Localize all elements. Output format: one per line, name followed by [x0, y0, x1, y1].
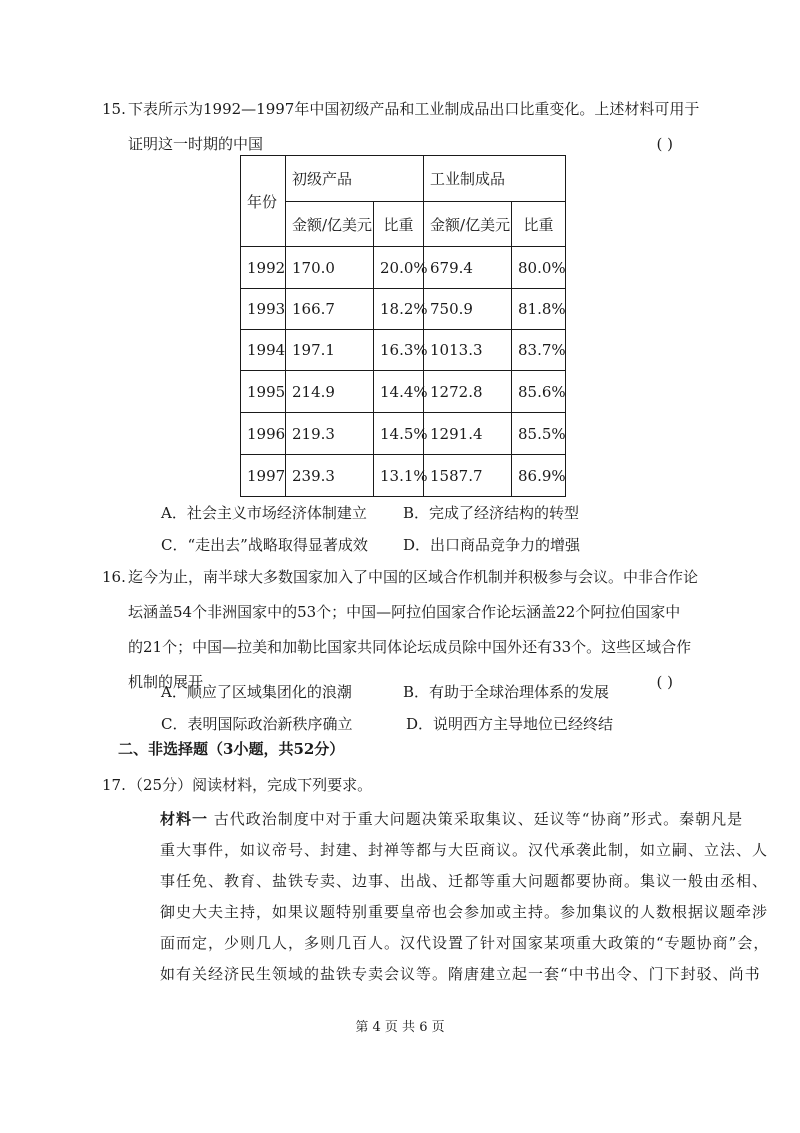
question-stem-line: 坛涵盖54个非洲国家中的53个；中国—阿拉伯国家合作论坛涵盖22个阿拉伯国家中	[128, 603, 681, 621]
cell-industrial-amount: 1272.8	[424, 371, 512, 413]
question-number: 16.	[102, 568, 126, 586]
question-15-options	[161, 497, 581, 561]
cell-industrial-amount: 750.9	[424, 289, 512, 330]
table-header-industrial: 工业制成品	[424, 156, 566, 202]
cell-primary-amount: 170.0	[286, 247, 374, 289]
table-header-amount: 金额/亿美元	[286, 202, 374, 247]
export-table	[240, 155, 566, 497]
cell-industrial-ratio: 85.5%	[512, 413, 566, 455]
question-number: 17.	[102, 776, 126, 794]
table-header-year: 年份	[241, 156, 286, 247]
cell-primary-ratio: 16.3%	[374, 330, 424, 371]
question-stem-text: 机制的展开	[128, 673, 204, 691]
page-footer: 第 4 页 共 6 页	[355, 1020, 445, 1035]
material-text: 重大事件，如议帝号、封建、封禅等都与大臣商议。汉代承袭此制，如立嗣、立法、人	[160, 841, 769, 859]
material-text: 御史大夫主持，如果议题特别重要皇帝也会参加或主持。参加集议的人数根据议题牵涉	[160, 903, 769, 921]
option-c[interactable]: C．表明国际政治新秩序确立	[161, 715, 353, 733]
material-text: 古代政治制度中对于重大问题决策采取集议、廷议等“协商”形式。秦朝凡是	[213, 810, 744, 828]
cell-year: 1994	[241, 330, 286, 371]
material-label: 材料一	[160, 810, 209, 828]
cell-year: 1992	[241, 247, 286, 289]
table-header-ratio: 比重	[374, 202, 424, 247]
cell-industrial-ratio: 80.0%	[512, 247, 566, 289]
cell-primary-ratio: 13.1%	[374, 455, 424, 497]
material-one	[160, 804, 770, 990]
cell-primary-ratio: 20.0%	[374, 247, 424, 289]
option-a[interactable]: A．社会主义市场经济体制建立	[161, 504, 367, 522]
table-row	[241, 371, 566, 413]
cell-industrial-amount: 1587.7	[424, 455, 512, 497]
option-c[interactable]: C．“走出去”战略取得显著成效	[161, 536, 368, 554]
option-b[interactable]: B．完成了经济结构的转型	[403, 504, 580, 522]
cell-primary-ratio: 14.4%	[374, 371, 424, 413]
cell-industrial-ratio: 86.9%	[512, 455, 566, 497]
table-header-primary: 初级产品	[286, 156, 424, 202]
question-stem-text: 证明这一时期的中国	[128, 135, 264, 153]
cell-primary-ratio: 14.5%	[374, 413, 424, 455]
table-row	[241, 289, 566, 330]
cell-industrial-ratio: 81.8%	[512, 289, 566, 330]
option-a[interactable]: A．顺应了区域集团化的浪潮	[161, 683, 352, 701]
question-17	[102, 768, 673, 803]
cell-industrial-amount: 679.4	[424, 247, 512, 289]
section-heading: 二、非选择题（3小题，共52分）	[118, 740, 345, 758]
cell-primary-amount: 197.1	[286, 330, 374, 371]
cell-industrial-amount: 1291.4	[424, 413, 512, 455]
table-row	[241, 413, 566, 455]
question-stem-line: 下表所示为1992—1997年中国初级产品和工业制成品出口比重变化。上述材料可用于	[128, 100, 700, 118]
answer-blank: ( )	[656, 673, 673, 691]
cell-year: 1997	[241, 455, 286, 497]
option-d[interactable]: D．出口商品竞争力的增强	[403, 536, 581, 554]
question-number: 15.	[102, 100, 126, 118]
option-b[interactable]: B．有助于全球治理体系的发展	[403, 683, 610, 701]
table-header-amount: 金额/亿美元	[424, 202, 512, 247]
option-d[interactable]: D．说明西方主导地位已经终结	[406, 715, 614, 733]
question-16-options	[161, 676, 614, 740]
question-stem-line: （25分）阅读材料，完成下列要求。	[128, 776, 373, 794]
cell-primary-amount: 239.3	[286, 455, 374, 497]
cell-year: 1995	[241, 371, 286, 413]
cell-year: 1993	[241, 289, 286, 330]
table-row	[241, 455, 566, 497]
cell-industrial-ratio: 85.6%	[512, 371, 566, 413]
cell-primary-amount: 214.9	[286, 371, 374, 413]
question-stem-line: 迄今为止，南半球大多数国家加入了中国的区域合作机制并积极参与会议。中非合作论	[128, 568, 699, 586]
material-text: 如有关经济民生领域的盐铁专卖会议等。隋唐建立起一套“中书出令、门下封驳、尚书	[160, 965, 761, 983]
answer-blank: ( )	[656, 135, 673, 153]
table-row	[241, 247, 566, 289]
cell-primary-amount: 166.7	[286, 289, 374, 330]
table-header-ratio: 比重	[512, 202, 566, 247]
table-row	[241, 330, 566, 371]
question-15	[102, 92, 700, 162]
cell-industrial-ratio: 83.7%	[512, 330, 566, 371]
material-text: 事任免、教育、盐铁专卖、边事、出战、迁都等重大问题都要协商。集议一般由丞相、	[160, 872, 769, 890]
question-stem-line: 的21个；中国—拉美和加勒比国家共同体论坛成员除中国外还有33个。这些区域合作	[128, 638, 692, 656]
cell-primary-amount: 219.3	[286, 413, 374, 455]
cell-year: 1996	[241, 413, 286, 455]
cell-primary-ratio: 18.2%	[374, 289, 424, 330]
cell-industrial-amount: 1013.3	[424, 330, 512, 371]
material-text: 面而定，少则几人，多则几百人。汉代设置了针对国家某项重大政策的“专题协商”会，	[160, 934, 770, 952]
